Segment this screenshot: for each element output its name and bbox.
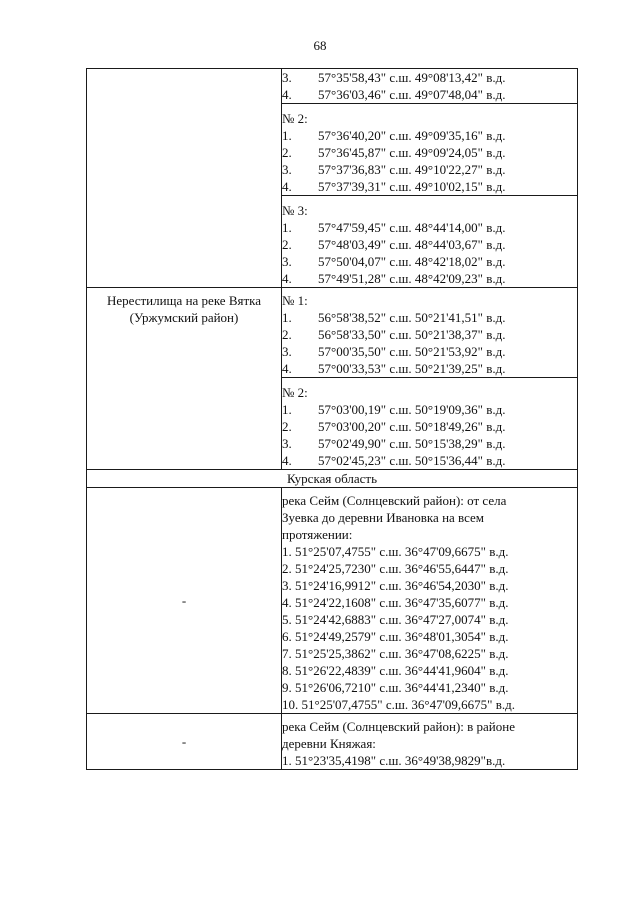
coordinate-point: 2. 51°24'25,7230" с.ш. 36°46'55,6447" в.д. <box>282 561 509 576</box>
point-number: 3. <box>282 254 292 269</box>
coordinate-point <box>282 270 577 287</box>
coordinates-cell <box>282 69 578 104</box>
coordinate-point: 1. 51°25'07,4755" с.ш. 36°47'09,6675" в.д. <box>282 544 509 559</box>
point-number: 2. <box>282 145 292 160</box>
point-number: 4. <box>282 453 292 468</box>
coordinate-point <box>282 144 577 161</box>
point-coordinates: 57°03'00,20" с.ш. 50°18'49,26" в.д. <box>318 419 506 434</box>
block-title: № 2: <box>282 385 308 400</box>
coordinate-point: 1. 51°23'35,4198" с.ш. 36°49'38,9829"в.д. <box>282 753 506 768</box>
dash-cell <box>87 714 282 770</box>
coordinate-point: 9. 51°26'06,7210" с.ш. 36°44'41,2340" в.д. <box>282 680 509 695</box>
table-row <box>87 714 578 770</box>
block-title: № 3: <box>282 203 308 218</box>
coordinate-point <box>282 360 577 377</box>
point-coordinates: 57°50'04,07" с.ш. 48°42'18,02" в.д. <box>318 254 506 269</box>
region-name-line: Нерестилища на реке Вятка <box>106 293 262 308</box>
point-coordinates: 57°36'45,87" с.ш. 49°09'24,05" в.д. <box>318 145 506 160</box>
point-coordinates: 57°35'58,43" с.ш. 49°08'13,42" в.д. <box>318 70 506 85</box>
point-number: 2. <box>282 327 292 342</box>
point-coordinates: 57°00'33,53" с.ш. 50°21'39,25" в.д. <box>318 361 506 376</box>
coordinate-point <box>282 127 577 144</box>
point-number: 3. <box>282 162 292 177</box>
point-number: 3. <box>282 70 292 85</box>
point-coordinates: 57°00'35,50" с.ш. 50°21'53,92" в.д. <box>318 344 506 359</box>
coordinates-cell <box>282 104 578 196</box>
coordinate-point <box>282 452 577 469</box>
point-coordinates: 57°02'49,90" с.ш. 50°15'38,29" в.д. <box>318 436 506 451</box>
point-coordinates: 56°58'33,50" с.ш. 50°21'38,37" в.д. <box>318 327 506 342</box>
coordinates-cell <box>282 488 578 714</box>
coordinate-point: 4. 51°24'22,1608" с.ш. 36°47'35,6077" в.д. <box>282 595 509 610</box>
coordinate-point <box>282 161 577 178</box>
block-title: № 1: <box>282 293 308 308</box>
coordinate-point <box>282 86 577 103</box>
point-coordinates: 57°37'36,83" с.ш. 49°10'22,27" в.д. <box>318 162 506 177</box>
point-number: 3. <box>282 436 292 451</box>
table-row <box>87 288 578 378</box>
river-description: деревни Княжая: <box>282 736 376 751</box>
coordinate-point <box>282 418 577 435</box>
dash-mark: - <box>181 593 187 608</box>
point-coordinates: 57°47'59,45" с.ш. 48°44'14,00" в.д. <box>318 220 506 235</box>
river-description: протяжении: <box>282 527 353 542</box>
point-number: 4. <box>282 179 292 194</box>
coordinate-point <box>282 435 577 452</box>
point-coordinates: 57°49'51,28" с.ш. 48°42'09,23" в.д. <box>318 271 506 286</box>
block-title: № 2: <box>282 111 308 126</box>
coordinates-cell <box>282 714 578 770</box>
point-number: 1. <box>282 220 292 235</box>
coordinates-cell <box>282 288 578 378</box>
coordinates-table <box>86 68 578 770</box>
point-coordinates: 57°02'45,23" с.ш. 50°15'36,44" в.д. <box>318 453 506 468</box>
coordinate-point <box>282 401 577 418</box>
coordinate-point: 5. 51°24'42,6883" с.ш. 36°47'27,0074" в.д. <box>282 612 509 627</box>
region-name-line: (Уржумский район) <box>129 310 239 325</box>
point-number: 4. <box>282 361 292 376</box>
river-description: река Сейм (Солнцевский район): от села <box>282 493 507 508</box>
coordinate-point <box>282 309 577 326</box>
coordinate-point <box>282 178 577 195</box>
region-name-cell <box>87 288 282 470</box>
river-description: Зуевка до деревни Ивановка на всем <box>282 510 485 525</box>
point-coordinates: 57°36'03,46" с.ш. 49°07'48,04" в.д. <box>318 87 506 102</box>
coordinate-point: 10. 51°25'07,4755" с.ш. 36°47'09,6675" в.д. <box>282 697 515 712</box>
point-number: 2. <box>282 237 292 252</box>
section-heading: Курская область <box>286 471 377 486</box>
coordinate-point <box>282 69 577 86</box>
coordinate-point <box>282 253 577 270</box>
empty-region-cell <box>87 69 282 288</box>
point-number: 1. <box>282 310 292 325</box>
dash-mark: - <box>181 734 187 749</box>
coordinate-point <box>282 343 577 360</box>
coordinate-point <box>282 236 577 253</box>
point-coordinates: 57°48'03,49" с.ш. 48°44'03,67" в.д. <box>318 237 506 252</box>
point-number: 1. <box>282 128 292 143</box>
point-number: 3. <box>282 344 292 359</box>
coordinate-point: 8. 51°26'22,4839" с.ш. 36°44'41,9604" в.д. <box>282 663 509 678</box>
coordinates-cell <box>282 378 578 470</box>
table-row <box>87 69 578 104</box>
point-number: 4. <box>282 87 292 102</box>
point-number: 2. <box>282 419 292 434</box>
table-row <box>87 470 578 488</box>
coordinate-point: 6. 51°24'49,2579" с.ш. 36°48'01,3054" в.д. <box>282 629 509 644</box>
point-number: 4. <box>282 271 292 286</box>
table-row <box>87 488 578 714</box>
section-heading-cell <box>87 470 578 488</box>
coordinate-point <box>282 219 577 236</box>
dash-cell <box>87 488 282 714</box>
point-number: 1. <box>282 402 292 417</box>
point-coordinates: 57°03'00,19" с.ш. 50°19'09,36" в.д. <box>318 402 506 417</box>
point-coordinates: 56°58'38,52" с.ш. 50°21'41,51" в.д. <box>318 310 506 325</box>
point-coordinates: 57°36'40,20" с.ш. 49°09'35,16" в.д. <box>318 128 506 143</box>
coordinates-cell <box>282 196 578 288</box>
river-description: река Сейм (Солнцевский район): в районе <box>282 719 515 734</box>
coordinate-point <box>282 326 577 343</box>
point-coordinates: 57°37'39,31" с.ш. 49°10'02,15" в.д. <box>318 179 506 194</box>
coordinate-point: 3. 51°24'16,9912" с.ш. 36°46'54,2030" в.д. <box>282 578 509 593</box>
page-number: 68 <box>313 38 327 53</box>
coordinate-point: 7. 51°25'25,3862" с.ш. 36°47'08,6225" в.д. <box>282 646 509 661</box>
